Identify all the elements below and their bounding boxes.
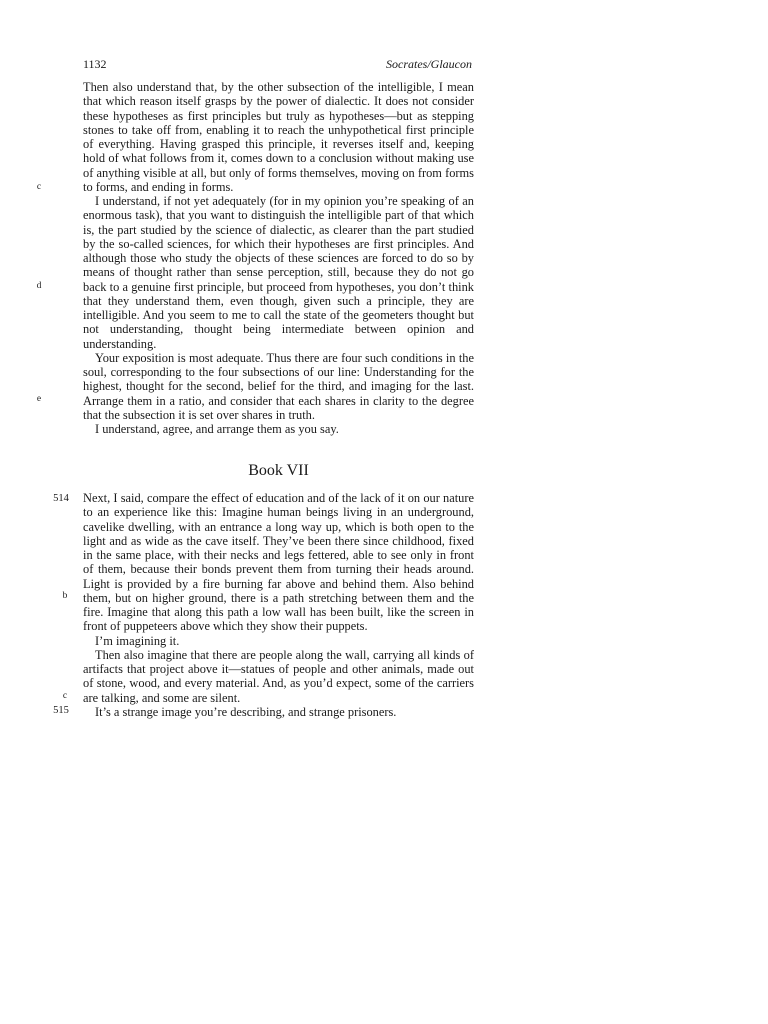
- margin-ref-e: e: [36, 394, 42, 404]
- book-heading: Book VII: [248, 462, 309, 479]
- margin-ref-c: c: [36, 182, 42, 192]
- paragraph: I’m imagining it.: [95, 633, 180, 648]
- margin-ref-d: d: [36, 281, 42, 291]
- paragraph: Next, I said, compare the effect of education and of the lack of it on our nature to an experience like this: Imagine human beings living in an underground, cavelike dwelling, with an entrance a long way up, which is both open to the light and as wide as the cave itself. They’ve been there since childhood, fixed in the same place, with their necks and legs fettered, able to see only in front of them, because their bonds prevent them from turning their heads around. Light is provided by a fire burning far above and behind them. Also behind them, but on higher ground, there is a path stretching between them and the fire. Imagine that along this path a low wall has been built, like the screen in front of puppeteers above which they show their puppets.: [83, 491, 474, 634]
- paragraph: I understand, if not yet adequately (for in my opinion you’re speaking of an enormous task), that you want to distinguish the intelligible part of that which is, the part studied by the science of dialectic, as clearer than the part studied by the so-called sciences, for which their hypotheses are first principles. And although those who study the objects of these sciences are forced to do so by means of thought rather than sense perception, still, because they do not go back to a genuine first principle, but proceed from hypotheses, you don’t think that they understand them, even though, given such a principle, they are intelligible. And you seem to me to call the state of the geometers thought but not understanding, thought being intermediate between opinion and understanding.: [83, 194, 474, 351]
- paragraph: Then also understand that, by the other subsection of the intelligible, I mean that which reason itself grasps by the power of dialectic. It does not consider these hypotheses as first principles but truly as hypotheses—but as stepping stones to take off from, enabling it to reach the unhypothetical first principle of everything. Having grasped this principle, it reverses itself and, keeping hold of what follows from it, comes down to a conclusion without making use of anything visible at all, but only of forms themselves, moving on from forms to forms, and ending in forms.: [83, 80, 474, 194]
- page-number: 1132: [83, 57, 107, 71]
- paragraph: It’s a strange image you’re describing, and strange prisoners.: [95, 704, 397, 719]
- margin-ref-b: b: [62, 591, 68, 601]
- margin-ref-514: 514: [53, 493, 69, 504]
- paragraph: Your exposition is most adequate. Thus there are four such conditions in the soul, corresponding to the four subsections of our line: Understanding for the highest, thought for the second, belief for the third, and imaging for the last. Arrange them in a ratio, and consider that each shares in clarity to the degree that the subsection it is set over shares in truth.: [83, 350, 474, 422]
- text-block-book-vii: [83, 491, 474, 719]
- paragraph: I understand, agree, and arrange them as you say.: [95, 422, 339, 436]
- paragraph: Then also imagine that there are people along the wall, carrying all kinds of artifacts that project above it—statues of people and other animals, made out of stone, wood, and every material. And, as you’d expect, some of the carriers are talking, and some are silent.: [83, 647, 474, 705]
- margin-ref-c-2: c: [62, 691, 68, 701]
- margin-ref-515: 515: [53, 705, 69, 716]
- running-head: Socrates/Glaucon: [386, 57, 472, 71]
- text-block-book-vi-end: [83, 80, 474, 436]
